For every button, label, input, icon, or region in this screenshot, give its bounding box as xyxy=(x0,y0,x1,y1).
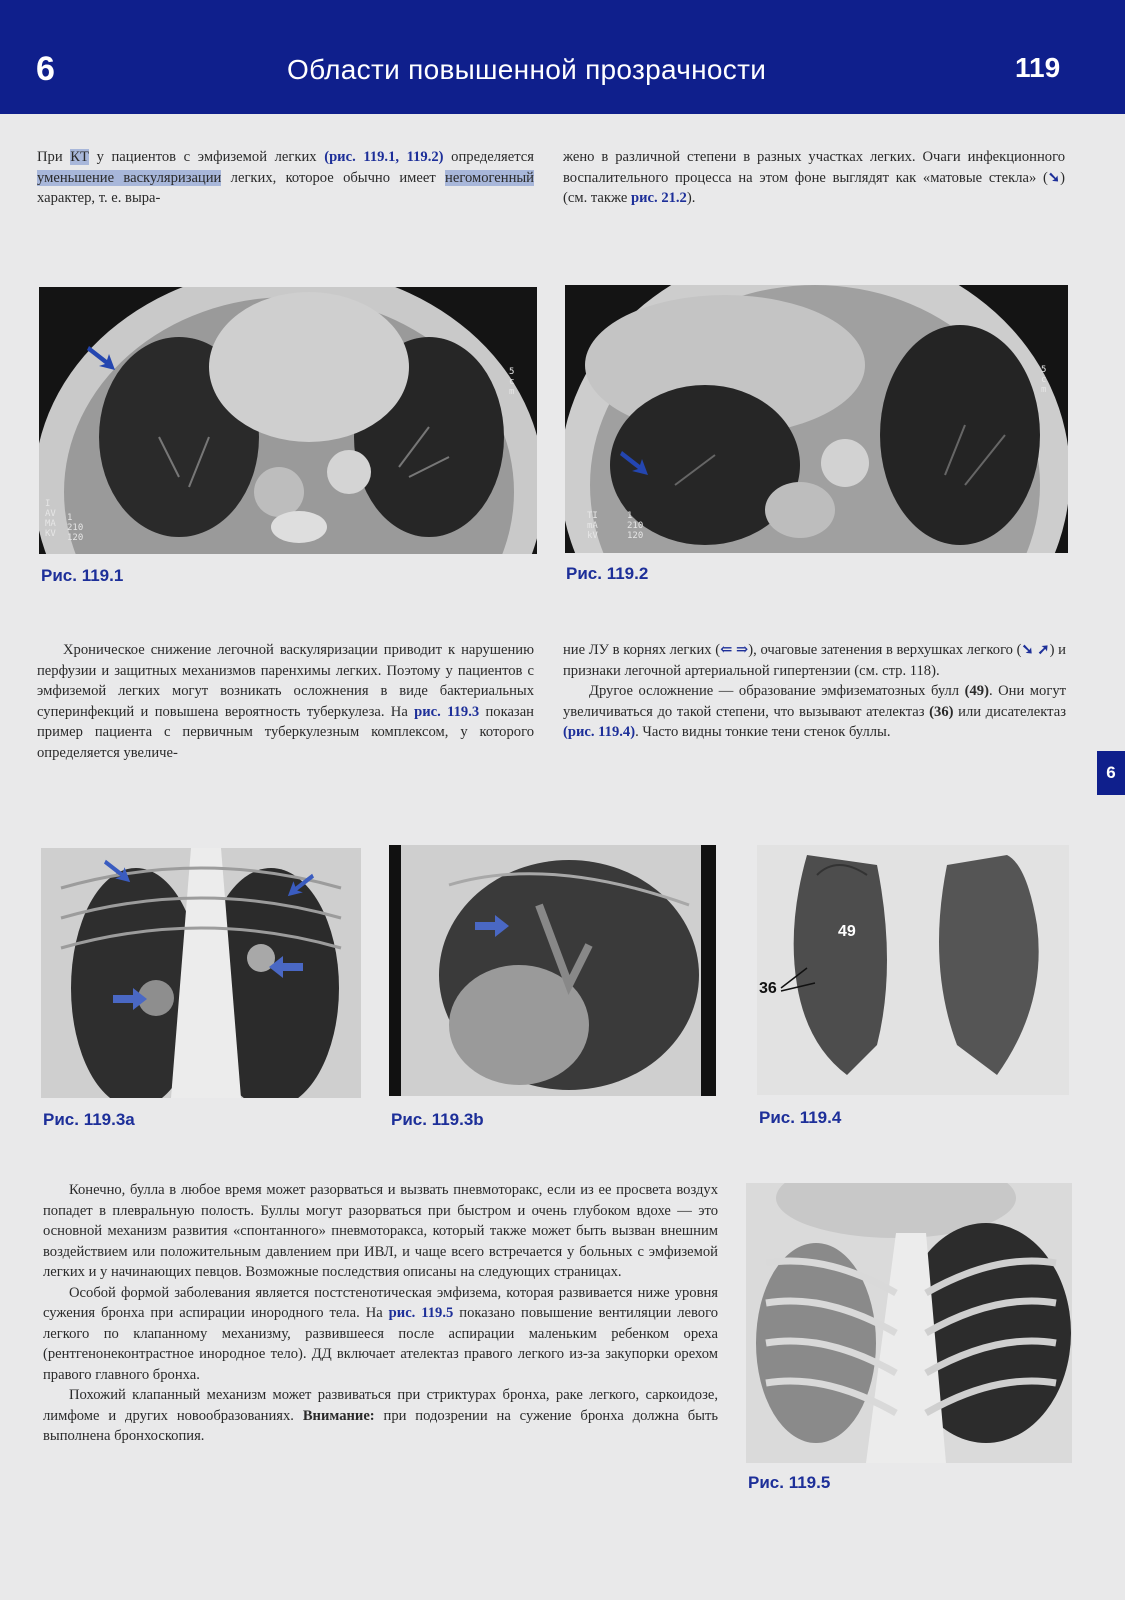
caption-119-5: Рис. 119.5 xyxy=(748,1473,831,1492)
text-span: показан пример пациента с первичным туберкулезным комплексом, у которого определяется увеличе- xyxy=(37,703,534,761)
text-span: ) (см. также xyxy=(563,169,1065,206)
ct-overlay-left: I AV MA KV xyxy=(45,499,56,539)
figure-119-5-xray xyxy=(746,1183,1072,1463)
child-chest-xray-graphic xyxy=(746,1183,1072,1463)
paragraph: Конечно, булла в любое время может разорваться и вызвать пневмоторакс, если из ее просвета воздух попадет в плевральную полость. Буллы могут разорваться при быстром и очень глубоком вдохе — это основной механизм развития «спонтанного» пневмоторакса, который также может быть вызван внешним воздействием или положительным давлением при ИВЛ, и чаще всего встречается у больных с эмфиземой легких и у начинающих певцов. Возможные последствия описаны на следующих страницах. xyxy=(43,1182,718,1280)
lateral-chest-xray-graphic xyxy=(389,845,716,1096)
bold-label: (36) xyxy=(929,703,954,720)
text-span: Похожий клапанный механизм может развиваться при стриктурах бронха, раке легкого, саркоидозе, лимфоме и других новообразованиях. xyxy=(43,1387,718,1424)
figure-ref[interactable]: рис. 21.2 xyxy=(631,190,687,206)
text-span: Особой формой заболевания является постстенотическая эмфизема, которая развивается ниже уровня сужения бронха при аспирации инородного тела. На xyxy=(43,1284,718,1321)
ct-overlay-left: TI mA kV xyxy=(587,511,598,541)
figure-119-2-ct-image xyxy=(565,285,1068,553)
text-span: . Часто видны тонкие тени стенок буллы. xyxy=(635,724,891,740)
ct-overlay-numbers: 1 210 120 xyxy=(627,511,644,541)
text-span: показано повышение вентиляции левого легкого по клапанному механизму, развившееся после аспирации маленьким ребенком ореха (рентгенонеконтрастное инородное тело). ДД включает ателектаз правого легкого из-за закупорки орехом правого главного бронха. xyxy=(43,1305,718,1383)
blue-arrow-icon xyxy=(285,870,315,898)
diagonal-arrows-symbol-icon: ➘ ➚ xyxy=(1021,642,1050,658)
chapter-side-tab: 6 xyxy=(1097,751,1125,795)
ct-overlay-scale: 5 c m xyxy=(509,367,515,397)
text-span: при подозрении на сужение бронха должна быть выполнена бронхоскопия. xyxy=(43,1407,718,1444)
text-span: При xyxy=(37,149,71,165)
text-span: или дисателектаз xyxy=(953,703,1066,720)
bottom-text xyxy=(43,1180,718,1447)
figure-119-3a-xray xyxy=(41,848,361,1098)
text-span: характер, т. е. выра- xyxy=(37,190,161,206)
figure-119-1-ct-image xyxy=(39,287,537,554)
highlight-vascularization: уменьшение васкуляризации xyxy=(37,169,222,186)
label-pointer-lines xyxy=(779,963,819,993)
figure-119-4-xray xyxy=(757,845,1069,1095)
text-span: жено в различной степени в разных участках легких. Очаги инфекционного воспалительного процесса на этом фоне выглядят как «матовые стекла» ( xyxy=(563,149,1065,186)
chapter-title: Области повышенной прозрачности xyxy=(287,54,767,85)
blue-arrow-icon xyxy=(475,915,509,937)
intro-text-col2 xyxy=(563,147,1065,209)
text-span: . Они могут увеличиваться до такой степени, что вызывают ателектаз xyxy=(563,683,1066,720)
blue-arrow-icon xyxy=(620,447,650,477)
page-header xyxy=(0,0,1125,114)
mid-text-col2 xyxy=(563,640,1066,743)
text-span: у пациентов с эмфиземой легких xyxy=(88,149,325,165)
figure-ref[interactable]: рис. 119.5 xyxy=(388,1305,454,1321)
ct-overlay-scale: 5 c m xyxy=(1041,365,1047,395)
text-span: ) и признаки легочной артериальной гипертензии (см. стр. 118). xyxy=(563,642,1066,679)
mid-text-col1 xyxy=(37,640,534,763)
paragraph xyxy=(43,1283,718,1386)
paragraph xyxy=(37,640,534,763)
caption-119-3a: Рис. 119.3a xyxy=(43,1110,135,1129)
page-number: 119 xyxy=(1015,52,1061,83)
text-span: Другое осложнение — образование эмфизематозных булл xyxy=(589,683,965,699)
paragraph xyxy=(43,1385,718,1447)
bold-warning-label: Внимание: xyxy=(302,1407,375,1424)
text-span: Хроническое снижение легочной васкуляризации приводит к нарушению перфузии и защитных механизмов паренхимы легких. Поэтому у пациентов с эмфиземой легких могут возникать осложнения в виде бактериальных суперинфекций и повышена вероятность туберкулеза. На xyxy=(37,642,534,720)
text-span: ). xyxy=(686,190,696,206)
blue-arrow-icon xyxy=(103,856,133,884)
caption-119-2: Рис. 119.2 xyxy=(566,564,649,583)
highlight-kt: КТ xyxy=(70,149,89,165)
highlight-inhomogeneous: негомогенный xyxy=(445,169,534,186)
figure-ref[interactable]: (рис. 119.1, 119.2) xyxy=(324,149,444,165)
arrow-symbol-icon: ➘ xyxy=(1047,169,1061,186)
text-span: определяется xyxy=(443,149,534,165)
figure-119-3b-xray xyxy=(389,845,716,1096)
text-span: ние ЛУ в корнях легких ( xyxy=(563,642,721,658)
text-span: легких, которое обычно имеет xyxy=(221,169,446,186)
paragraph xyxy=(563,640,1066,681)
blue-arrow-icon xyxy=(113,988,147,1010)
ct-overlay-numbers: 1 210 120 xyxy=(67,513,84,543)
figure-ref[interactable]: (рис. 119.4) xyxy=(563,724,636,740)
blue-arrow-icon xyxy=(87,342,117,372)
caption-119-1: Рис. 119.1 xyxy=(41,566,124,585)
bold-label: (49) xyxy=(964,683,989,699)
caption-119-3b: Рис. 119.3b xyxy=(391,1110,484,1129)
blue-arrow-icon xyxy=(269,956,303,978)
figure-ref[interactable]: рис. 119.3 xyxy=(414,703,480,720)
chapter-number: 6 xyxy=(36,50,55,88)
text-span: ), очаговые затенения в верхушках легкого ( xyxy=(748,642,1022,658)
ct-scan-graphic xyxy=(39,287,537,554)
label-bulla-49: 49 xyxy=(838,923,856,940)
label-atelectasis-36: 36 xyxy=(759,980,777,997)
caption-119-4: Рис. 119.4 xyxy=(759,1108,842,1127)
double-arrow-symbol-icon: ⇐ ⇒ xyxy=(720,642,749,658)
paragraph xyxy=(563,681,1066,743)
intro-text-col1 xyxy=(37,147,534,209)
